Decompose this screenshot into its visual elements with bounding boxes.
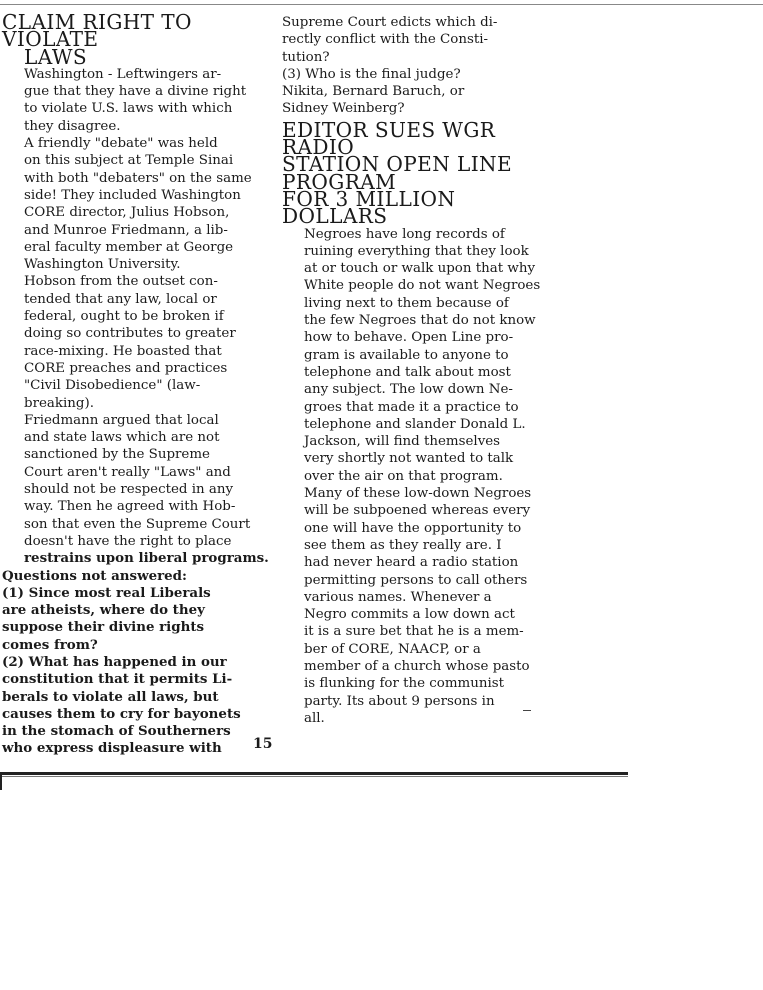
text-line: Supreme Court edicts which di-: [282, 15, 498, 30]
text-line: had never heard a radio station: [304, 555, 519, 571]
text-line: telephone and slander Donald L.: [304, 416, 526, 432]
questions-label: Questions not answered:: [2, 567, 187, 584]
bottom-rule-thin: [0, 776, 628, 777]
text-line: berals to violate all laws, but: [2, 688, 219, 705]
text-line: to violate U.S. laws with which: [24, 101, 233, 117]
text-line: (3) Who is the final judge?: [282, 66, 461, 82]
text-line: federal, ought to be broken if: [24, 309, 224, 325]
text-line: who express displeasure with: [2, 740, 222, 757]
paragraph-4: [2, 412, 269, 568]
text-line: at or touch or walk upon that why: [304, 261, 536, 277]
text-line: Jackson, will find themselves: [304, 434, 501, 450]
text-line: side! They included Washington: [24, 187, 241, 203]
text-line: see them as they really are. I: [304, 537, 502, 553]
text-line: will be subpoened whereas every: [304, 503, 531, 519]
text-line: race-mixing. He boasted that: [24, 343, 222, 359]
stray-mark: [523, 710, 531, 711]
article-heading-claim-right: [2, 10, 252, 69]
text-line: permitting persons to call others: [304, 572, 528, 588]
text-line: member of a church whose pasto: [304, 658, 530, 674]
article-heading-editor-sues: [282, 117, 542, 229]
text-line: are atheists, where do they: [2, 602, 205, 619]
edge-mark: [0, 772, 2, 790]
text-line: suppose their divine rights: [2, 619, 205, 636]
text-line: doesn't have the right to place: [24, 533, 232, 549]
text-line: Negro commits a low down act: [304, 607, 515, 623]
text-line: CORE preaches and practices: [24, 360, 228, 376]
text-line: living next to them because of: [304, 295, 509, 311]
article-body: [282, 226, 542, 728]
text-line: very shortly not wanted to talk: [304, 451, 514, 467]
text-line: Hobson from the outset con-: [24, 274, 218, 290]
text-line: A friendly "debate" was held: [24, 136, 218, 152]
text-line: Washington University.: [24, 257, 181, 273]
text-line: any subject. The low down Ne-: [304, 382, 513, 398]
text-line: comes from?: [2, 636, 98, 653]
text-line: sanctioned by the Supreme: [24, 447, 210, 463]
text-line: son that even the Supreme Court: [24, 516, 251, 532]
text-line: (1) Since most real Liberals: [2, 584, 211, 601]
heading-line: LAWS: [24, 44, 88, 69]
text-line: Sidney Weinberg?: [282, 101, 405, 117]
text-line: ruining everything that they look: [304, 243, 529, 259]
text-line: CORE director, Julius Hobson,: [24, 205, 230, 221]
text-line: tended that any law, local or: [24, 291, 217, 307]
text-line: it is a sure bet that he is a mem-: [304, 624, 524, 640]
text-line: Washington - Leftwingers ar-: [24, 66, 222, 82]
text-line: and state laws which are not: [24, 430, 220, 446]
text-line: rectly conflict with the Consti-: [282, 32, 489, 48]
text-line: the few Negroes that do not know: [304, 313, 536, 329]
text-line: Court aren't really "Laws" and: [24, 464, 231, 480]
text-line: groes that made it a practice to: [304, 399, 519, 415]
question-2-continued: [282, 14, 542, 66]
text-line: Friedmann argued that local: [24, 412, 219, 428]
text-line: how to behave. Open Line pro-: [304, 330, 514, 346]
text-line: with both "debaters" on the same: [24, 170, 252, 186]
text-line: all.: [304, 710, 325, 726]
text-line: "Civil Disobedience" (law-: [24, 378, 201, 394]
text-line: gram is available to anyone to: [304, 347, 509, 363]
text-line: constitution that it permits Li-: [2, 671, 233, 688]
text-line: telephone and talk about most: [304, 364, 511, 380]
right-column: [282, 14, 542, 727]
heading-line: FOR 3 MILLION DOLLARS: [282, 186, 456, 229]
text-line: causes them to cry for bayonets: [2, 705, 241, 722]
top-rule: [0, 4, 763, 5]
paragraph-1: [2, 66, 252, 135]
text-line: is flunking for the communist: [304, 676, 505, 692]
text-line: various names. Whenever a: [304, 589, 492, 605]
text-line: Negroes have long records of: [304, 226, 505, 242]
text-line: White people do not want Negroes: [304, 278, 541, 294]
text-line: tution?: [282, 49, 330, 65]
question-2: [2, 654, 252, 758]
text-line: on this subject at Temple Sinai: [24, 153, 234, 169]
heading-line: EDITOR SUES WGR RADIO: [282, 117, 496, 160]
question-1: [2, 585, 252, 654]
text-line: Many of these low-down Negroes: [304, 486, 532, 502]
text-line: ber of CORE, NAACP, or a: [304, 641, 481, 657]
text-line: way. Then he agreed with Hob-: [24, 499, 236, 515]
heading-line: STATION OPEN LINE PROGRAM: [282, 152, 513, 194]
text-line: over the air on that program.: [304, 468, 503, 484]
text-line: (2) What has happened in our: [2, 653, 227, 670]
text-line: Nikita, Bernard Baruch, or: [282, 84, 465, 100]
text-line: one will have the opportunity to: [304, 520, 522, 536]
text-line: they disagree.: [24, 118, 121, 134]
text-line: doing so contributes to greater: [24, 326, 236, 342]
text-line: party. Its about 9 persons in: [304, 693, 495, 709]
text-line: and Munroe Friedmann, a lib-: [24, 222, 228, 238]
text-line: gue that they have a divine right: [24, 84, 247, 100]
paragraph-2: [2, 135, 252, 273]
page-number: 15: [253, 736, 273, 752]
bottom-rule: [0, 772, 628, 775]
paragraph-3: [2, 273, 252, 411]
heading-line: CLAIM RIGHT TO VIOLATE: [2, 10, 192, 52]
text-line: should not be respected in any: [24, 482, 234, 498]
text-line: eral faculty member at George: [24, 239, 234, 255]
text-line: breaking).: [24, 395, 94, 411]
text-line: restrains upon liberal programs.: [24, 550, 269, 567]
question-3: [282, 66, 542, 118]
text-line: in the stomach of Southerners: [2, 723, 231, 740]
